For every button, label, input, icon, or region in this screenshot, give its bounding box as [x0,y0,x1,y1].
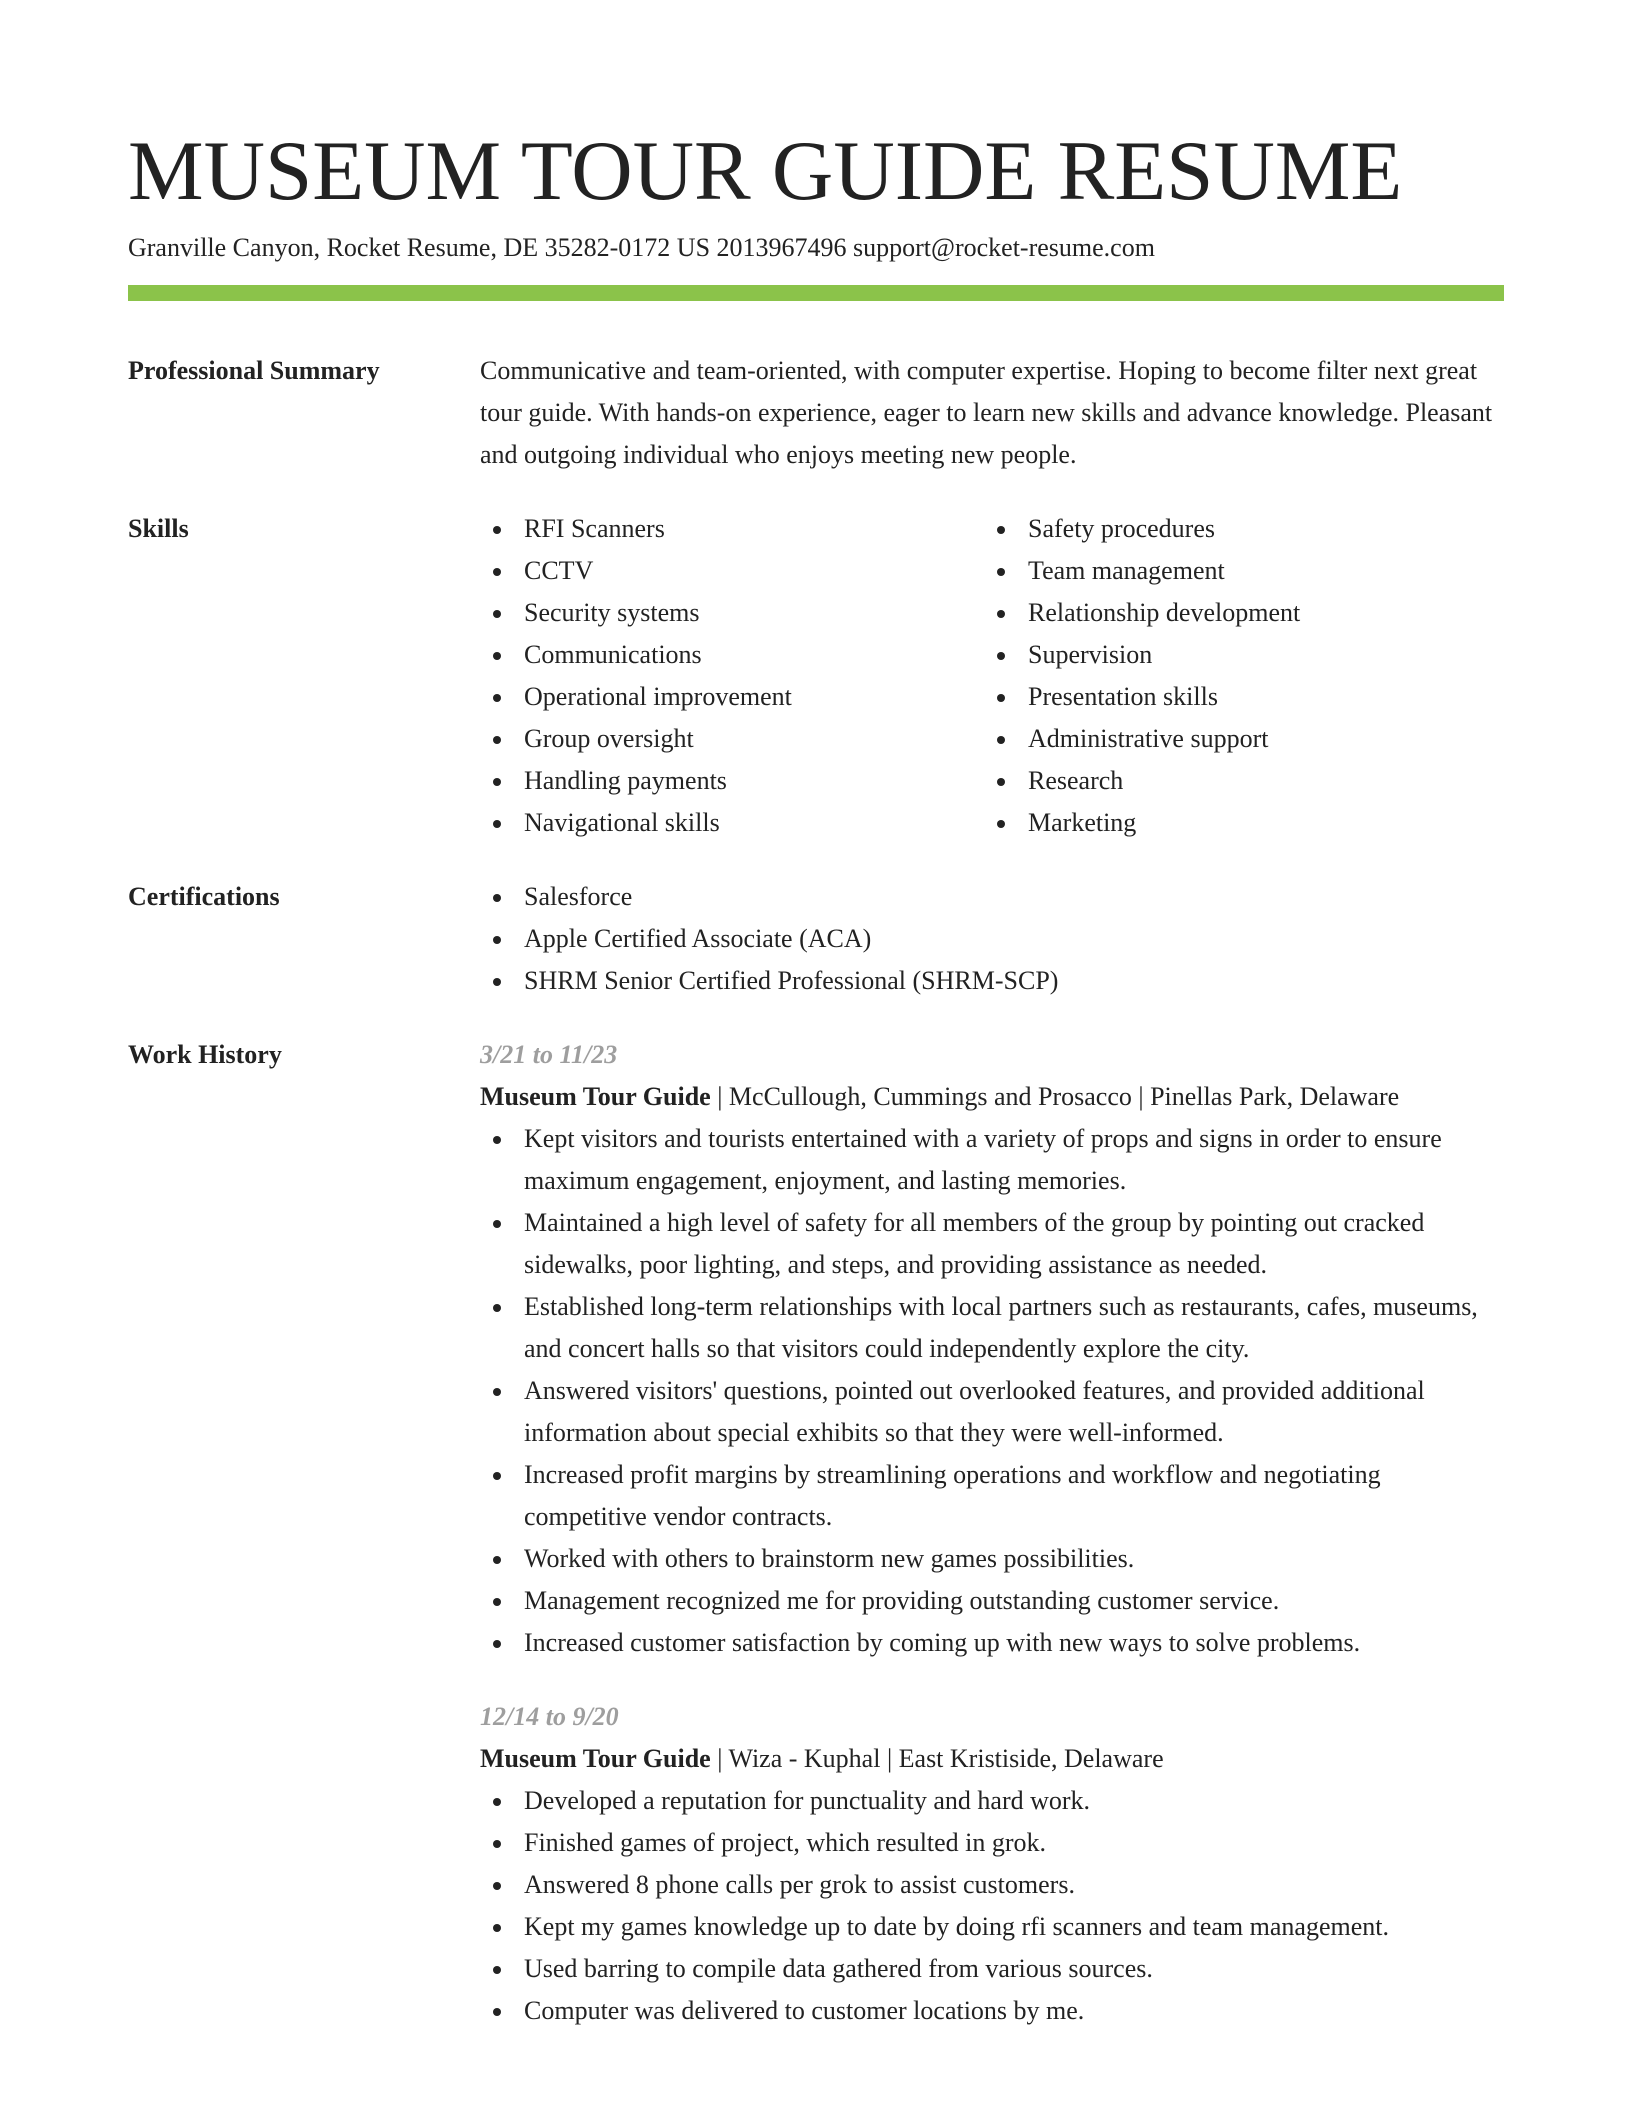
job-entry [480,1034,1504,1664]
skill-item: Handling payments [480,760,984,802]
section-label-certifications: Certifications [128,882,280,911]
job-title: Museum Tour Guide [480,1744,711,1773]
skill-item: RFI Scanners [480,508,984,550]
job-employer-location: | McCullough, Cummings and Prosacco | Pinellas Park, Delaware [710,1082,1400,1111]
skill-item: Supervision [984,634,1488,676]
skill-item: Relationship development [984,592,1488,634]
skills-content [480,508,1504,844]
job-bullet: Answered visitors' questions, pointed out overlooked features, and provided additional information about special exhibits so that they were well-informed. [480,1370,1504,1454]
resume-title: MUSEUM TOUR GUIDE RESUME [128,124,1403,218]
skill-item: Communications [480,634,984,676]
skill-item: Research [984,760,1488,802]
job-dates: 12/14 to 9/20 [480,1702,619,1731]
job-bullet: Answered 8 phone calls per grok to assist customers. [480,1864,1504,1906]
skill-item: Team management [984,550,1488,592]
summary-text: Communicative and team-oriented, with computer expertise. Hoping to become filter next great tour guide. With hands-on experience, eager to learn new skills and advance knowledge. Pleasant and outgoing individual who enjoys meeting new people. [480,356,1493,469]
skill-item: Group oversight [480,718,984,760]
job-bullet: Worked with others to brainstorm new games possibilities. [480,1538,1504,1580]
job-bullet: Kept visitors and tourists entertained with a variety of props and signs in order to ensure maximum engagement, enjoyment, and lasting memories. [480,1118,1504,1202]
skills-columns [480,508,1504,844]
skills-list-left [480,508,984,844]
job-bullet: Maintained a high level of safety for all members of the group by pointing out cracked sidewalks, poor lighting, and steps, and providing assistance as needed. [480,1202,1504,1286]
job-bullet: Established long-term relationships with local partners such as restaurants, cafes, museums, and concert halls so that visitors could independently explore the city. [480,1286,1504,1370]
job-bullet: Management recognized me for providing outstanding customer service. [480,1580,1504,1622]
job-bullets [480,1780,1504,2032]
job-bullet: Kept my games knowledge up to date by doing rfi scanners and team management. [480,1906,1504,1948]
contact-line: Granville Canyon, Rocket Resume, DE 35282-0172 US 2013967496 support@rocket-resume.com [128,233,1155,262]
skill-item: Presentation skills [984,676,1488,718]
job-heading [480,1738,1504,1780]
job-bullet: Increased profit margins by streamlining operations and workflow and negotiating competitive vendor contracts. [480,1454,1504,1538]
skill-item: Security systems [480,592,984,634]
job-bullet: Increased customer satisfaction by coming up with new ways to solve problems. [480,1622,1504,1664]
skills-list-right [984,508,1488,844]
job-title: Museum Tour Guide [480,1082,711,1111]
job-employer-location: | Wiza - Kuphal | East Kristiside, Delaware [710,1744,1164,1773]
job-heading [480,1076,1504,1118]
job-bullet: Finished games of project, which resulted in grok. [480,1822,1504,1864]
skill-item: Marketing [984,802,1488,844]
certifications-content [480,876,1504,1002]
skill-item: Operational improvement [480,676,984,718]
summary-content [480,350,1504,476]
certification-item: SHRM Senior Certified Professional (SHRM-SCP) [480,960,1504,1002]
job-bullet: Used barring to compile data gathered from various sources. [480,1948,1504,1990]
certification-item: Salesforce [480,876,1504,918]
skill-item: CCTV [480,550,984,592]
job-dates: 3/21 to 11/23 [480,1040,618,1069]
section-label-skills: Skills [128,514,189,543]
accent-divider [128,285,1504,301]
section-label-work-history: Work History [128,1040,282,1069]
job-bullet: Developed a reputation for punctuality and hard work. [480,1780,1504,1822]
certifications-list [480,876,1504,1002]
certification-item: Apple Certified Associate (ACA) [480,918,1504,960]
section-label-summary: Professional Summary [128,356,380,385]
job-entry [480,1696,1504,2032]
skill-item: Administrative support [984,718,1488,760]
work-history-content [480,1034,1504,2064]
job-bullets [480,1118,1504,1664]
job-bullet: Computer was delivered to customer locations by me. [480,1990,1504,2032]
skill-item: Safety procedures [984,508,1488,550]
skill-item: Navigational skills [480,802,984,844]
